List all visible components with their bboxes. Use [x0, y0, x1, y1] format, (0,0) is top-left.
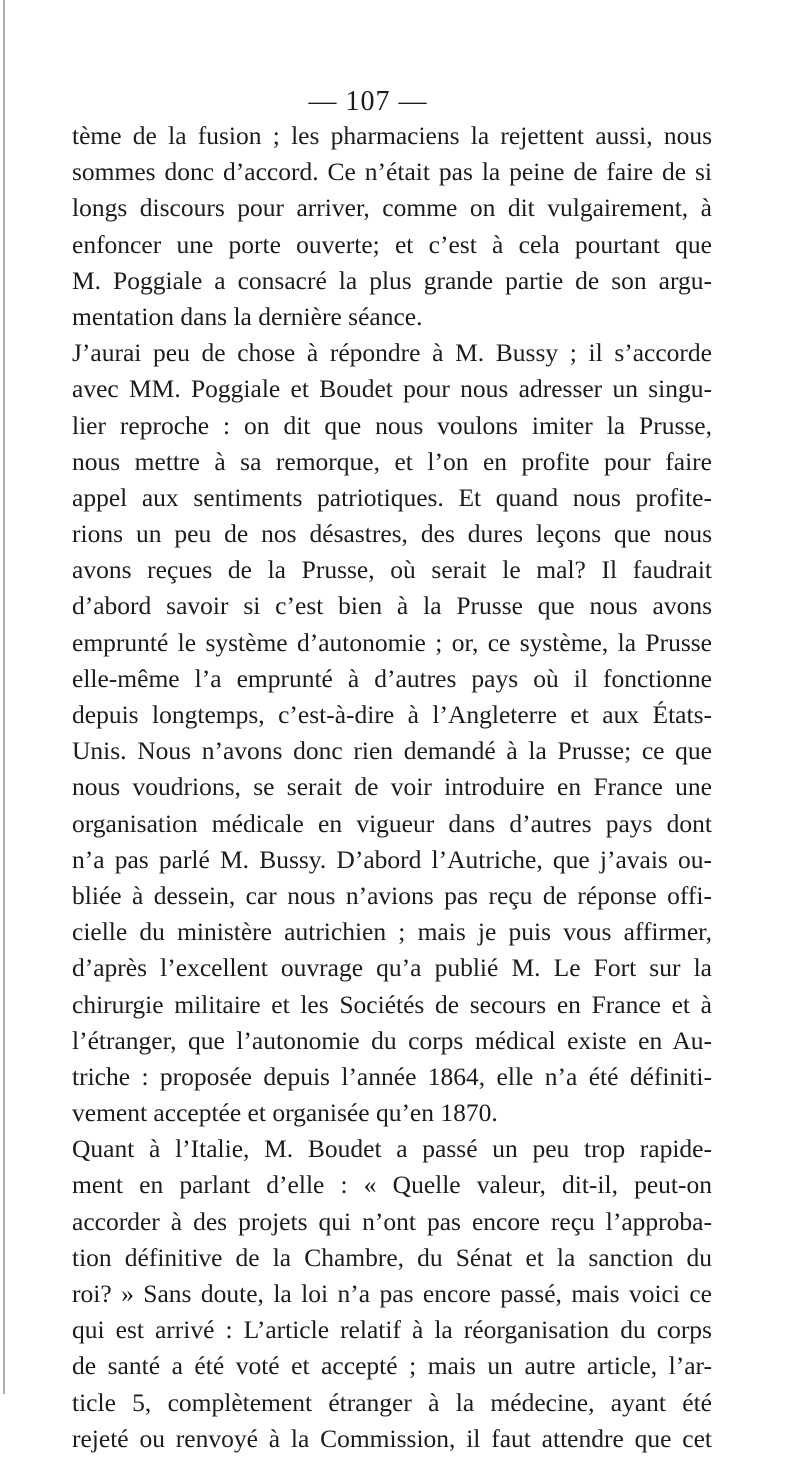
text-line: emprunté le système d’autonomie ; or, ce système, la Prusse	[72, 627, 712, 657]
text-line: lier reproche : on dit que nous voulons imiter la Prusse,	[72, 410, 712, 440]
text-line: rions un peu de nos désastres, des dures leçons que nous	[72, 519, 712, 549]
text-line: d’abord savoir si c’est bien à la Prusse que nous avons	[72, 591, 712, 621]
text-line: longs discours pour arriver, comme on dit vulgairement, à	[72, 193, 712, 223]
text-line: mentation dans la dernière séance.	[72, 301, 423, 331]
text-line: tème de la fusion ; les pharmaciens la rejettent aussi, nous	[72, 121, 712, 150]
text-line: organisation médicale en vigueur dans d’autres pays dont	[72, 808, 712, 838]
text-line: vement acceptée et organisée qu’en 1870.	[72, 1098, 498, 1128]
text-line: Quant à l’Italie, M. Boudet a passé un peu trop rapide-	[72, 1134, 712, 1164]
text-line: ment en parlant d’elle : « Quelle valeur, dit-il, peut-on	[72, 1170, 712, 1200]
text-line: tion définitive de la Chambre, du Sénat et la sanction du	[72, 1242, 712, 1272]
text-line: sommes donc d’accord. Ce n’était pas la peine de faire de si	[72, 157, 712, 187]
text-line: Unis. Nous n’avons donc rien demandé à la Prusse; ce que	[72, 736, 712, 766]
text-line: ticle 5, complètement étranger à la médecine, ayant été	[72, 1387, 712, 1417]
text-line: appel aux sentiments patriotiques. Et quand nous profite-	[72, 482, 712, 512]
text-line: de santé a été voté et accepté ; mais un autre article, l’ar-	[72, 1351, 712, 1381]
text-line: nous voudrions, se serait de voir introduire en France une	[72, 772, 712, 802]
text-line: bliée à dessein, car nous n’avions pas reçu de réponse offi-	[72, 880, 712, 910]
text-line: elle-même l’a emprunté à d’autres pays où il fonctionne	[72, 663, 712, 693]
text-line: M. Poggiale a consacré la plus grande partie de son argu-	[72, 265, 712, 295]
text-line: roi? » Sans doute, la loi n’a pas encore passé, mais voici ce	[72, 1279, 712, 1308]
text-line: chirurgie militaire et les Sociétés de secours en France et à	[72, 989, 712, 1019]
page-edge-shadow	[3, 0, 5, 1394]
text-line: l’étranger, que l’autonomie du corps médical existe en Au-	[72, 1025, 712, 1055]
text-line: J’aurai peu de chose à répondre à M. Bussy ; il s’accorde	[72, 338, 712, 368]
body-text	[72, 118, 712, 1457]
text-line: accorder à des projets qui n’ont pas encore reçu l’approba-	[72, 1206, 712, 1236]
text-line: n’a pas parlé M. Bussy. D’abord l’Autriche, que j’avais ou-	[72, 844, 712, 874]
text-line: qui est arrivé : L’article relatif à la réorganisation du corps	[72, 1315, 712, 1345]
text-line: nous mettre à sa remorque, et l’on en profite pour faire	[72, 446, 712, 476]
text-line: rejeté ou renvoyé à la Commission, il faut attendre que cet	[72, 1423, 712, 1453]
text-line: depuis longtemps, c’est-à-dire à l’Angleterre et aux États-	[72, 700, 712, 729]
page-number: — 107 —	[308, 86, 428, 117]
text-line: d’après l’excellent ouvrage qu’a publié M. Le Fort sur la	[72, 953, 712, 983]
text-line: cielle du ministère autrichien ; mais je puis vous affirmer,	[72, 917, 712, 947]
text-line: triche : proposée depuis l’année 1864, elle n’a été définiti-	[72, 1061, 712, 1091]
text-line: enfoncer une porte ouverte; et c’est à cela pourtant que	[72, 229, 712, 259]
text-line: avons reçues de la Prusse, où serait le mal? Il faudrait	[72, 555, 712, 585]
text-line: avec MM. Poggiale et Boudet pour nous adresser un singu-	[72, 374, 712, 404]
